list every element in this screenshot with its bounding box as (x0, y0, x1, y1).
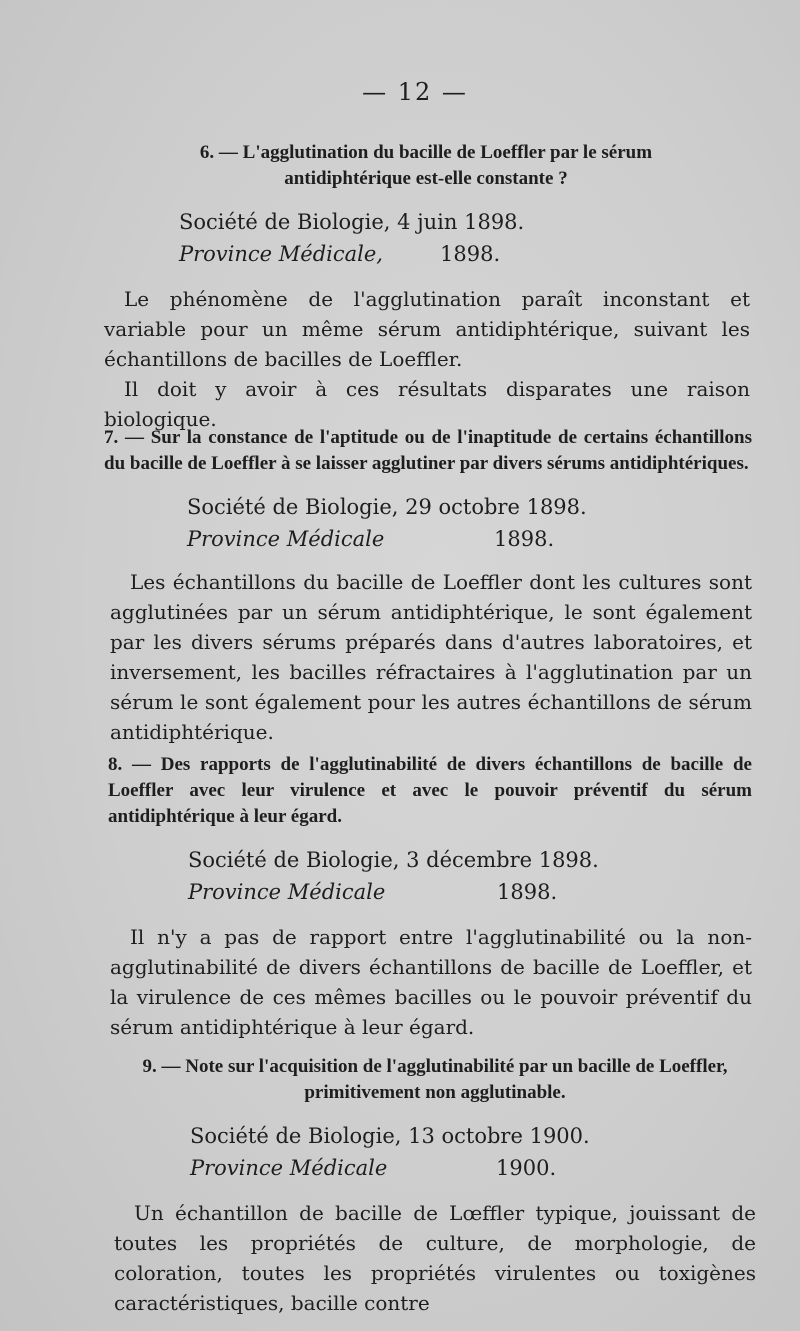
entry-reference (0, 1120, 800, 1184)
reference-year: 1898. (497, 880, 558, 904)
entry-7 (0, 425, 800, 747)
entry-text (104, 284, 750, 434)
reference-journal: Province Médicale (188, 880, 386, 904)
entry-reference (0, 844, 800, 908)
paragraph: Il doit y avoir à ces résultats disparates une raison biologique. (104, 377, 750, 431)
entry-heading: 8. — Des rapports de l'agglutinabilité de divers échantillons de bacille de Loeffler avec leur virulence et avec le pouvoir préventif du sérum antidiphtérique à leur égard. (108, 754, 752, 827)
reference-society: Société de Biologie, 13 octobre 1900. (190, 1124, 590, 1148)
reference-journal: Province Médicale (190, 1156, 388, 1180)
paragraph: Il n'y a pas de rapport entre l'agglutinabilité ou la non-agglutinabilité de divers échantillons de bacille de Loeffler, et la virulence de ces mêmes bacilles ou le pouvoir préventif du sérum antidiphtérique à leur égard. (110, 925, 752, 1039)
reference-year: 1898. (494, 527, 555, 551)
reference-society: Société de Biologie, 3 décembre 1898. (188, 848, 599, 872)
entry-9 (0, 1054, 800, 1318)
entry-8 (0, 752, 800, 1042)
entry-heading: 7. — Sur la constance de l'aptitude ou de l'inaptitude de certains échantillons du bacille de Loeffler à se laisser agglutiner par divers sérums antidiphtériques. (104, 427, 752, 474)
paragraph: Le phénomène de l'agglutination paraît inconstant et variable pour un même sérum antidiphtérique, suivant les échantillons de bacilles de Loeffler. (104, 287, 750, 371)
entry-reference (0, 206, 800, 270)
paragraph: Un échantillon de bacille de Lœffler typique, jouissant de toutes les propriétés de culture, de morphologie, de coloration, toutes les propriétés virulentes ou toxigènes caractéristiques, bacille contre (114, 1201, 756, 1315)
entry-text (110, 567, 752, 747)
entry-6 (0, 140, 800, 434)
reference-year: 1898. (440, 242, 501, 266)
paragraph: Les échantillons du bacille de Loeffler dont les cultures sont agglutinées par un sérum antidiphtérique, le sont également par les divers sérums préparés dans d'autres laboratoires, et inversement, les bacilles réfractaires à l'agglutination par un sérum le sont également pour les autres échantillons de sérum antidiphtérique. (110, 570, 752, 744)
entry-reference (0, 491, 800, 555)
reference-year: 1900. (496, 1156, 557, 1180)
entry-text (114, 1198, 756, 1318)
reference-society: Société de Biologie, 4 juin 1898. (179, 210, 525, 234)
reference-society: Société de Biologie, 29 octobre 1898. (187, 495, 587, 519)
entry-heading: 9. — Note sur l'acquisition de l'agglutinabilité par un bacille de Loeffler, primitivement non agglutinable. (142, 1056, 728, 1103)
page-number: — 12 — (362, 78, 468, 106)
reference-journal: Province Médicale (187, 527, 385, 551)
entry-text (110, 922, 752, 1042)
reference-journal: Province Médicale, (179, 242, 383, 266)
entry-heading: 6. — L'agglutination du bacille de Loeffler par le sérum antidiphtérique est-elle constante ? (199, 142, 653, 189)
